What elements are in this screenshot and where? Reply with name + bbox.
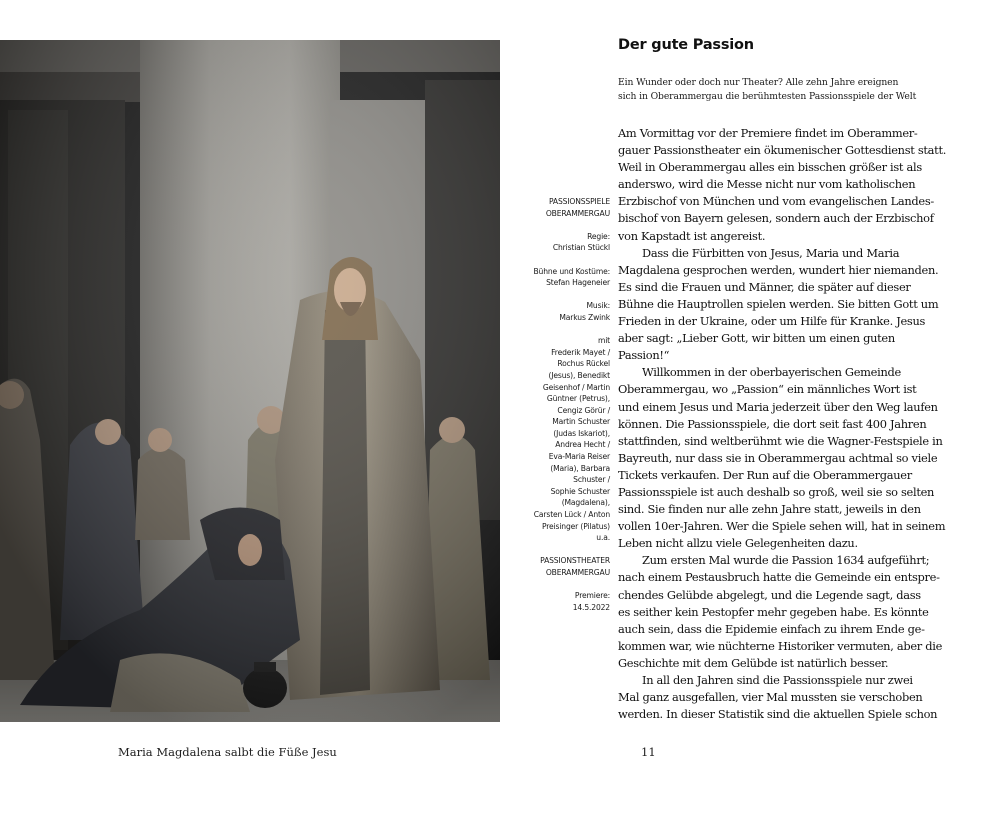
body-line: Willkommen in der oberbayerischen Gemeinde [642,365,901,380]
credit-line: Carsten Lück / Anton [533,510,610,520]
lead-line: sich in Oberammergau die berühmtesten Passionsspiele der Welt [618,91,917,102]
credit-line: Preisinger (Pilatus) [541,521,610,531]
credit-line: Frederik Mayet / [551,347,610,357]
body-line: stattfinden, sind weltberühmt wie die Wagner-Festspiele in [618,433,943,448]
credit-line: Güntner (Petrus), [546,394,610,404]
credit-line: Stefan Hageneier [546,278,610,288]
body-line: Tickets verkaufen. Der Run auf die Oberammergauer [618,467,912,482]
credit-line: OBERAMMERGAU [545,208,610,218]
credit-line: PASSIONSTHEATER [540,556,610,566]
credit-line: u.a. [596,533,610,543]
body-line: Passionsspiele ist auch deshalb so groß, weil sie so selten [618,484,935,499]
body-line: Mal ganz ausgefallen, vier Mal mussten sie verschoben [618,690,923,705]
body-line: Erzbischof von München und vom evangelischen Landes- [618,194,934,209]
credit-line: 14.5.2022 [572,602,610,612]
body-line: von Kapstadt ist angereist. [618,228,766,243]
credit-block [505,555,610,578]
credit-line: mit [597,336,610,346]
stage-photo [0,40,500,722]
credit-line: OBERAMMERGAU [545,568,610,577]
body-line: kommen war, wie nüchterne Historiker vermuten, aber die [618,638,943,653]
credit-line: Musik: [586,301,610,311]
body-line: Zum ersten Mal wurde die Passion 1634 aufgeführt; [642,553,930,568]
body-line: anderswo, wird die Messe nicht nur vom katholischen [618,177,916,192]
credit-line: Premiere: [574,591,610,601]
body-line: gauer Passionstheater ein ökumenischer Gottesdienst statt. [618,143,947,158]
article-title: Der gute Passion [618,37,754,53]
photo-caption: Maria Magdalena salbt die Füße Jesu [118,745,337,759]
credit-line: Andrea Hecht / [555,440,610,450]
credit-block [505,231,610,254]
credit-line: Regie: [587,231,610,241]
credit-line: Bühne und Kostüme: [533,266,610,276]
article-lead [618,76,963,104]
body-line: Geschichte mit dem Gelübde ist natürlich besser. [618,655,889,670]
credit-line: PASSIONSSPIELE [548,197,610,206]
body-line: Am Vormittag vor der Premiere findet im Oberammer- [618,126,918,140]
credit-line: Martin Schuster [552,417,610,427]
credit-line: Schuster / [573,475,610,485]
body-line: Oberammergau, wo „Passion“ ein männliches Wort ist [618,382,917,397]
body-line: chendes Gelübde abgelegt, und die Legende sagt, dass [618,587,921,602]
lead-line: Ein Wunder oder doch nur Theater? Alle zehn Jahre ereignen [618,77,899,88]
credit-line: (Maria), Barbara [550,463,610,473]
body-line: Bühne die Hauptrollen spielen werden. Sie bitten Gott um [618,296,939,311]
page-number: 11 [641,745,656,759]
body-line: Weil in Oberammergau alles ein bisschen größer ist als [618,160,922,175]
body-line: Es sind die Frauen und Männer, die später auf dieser [618,279,911,294]
body-line: bischof von Bayern gelesen, sondern auch der Erzbischof [618,211,934,226]
credit-block [505,590,610,613]
body-line: Dass die Fürbitten von Jesus, Maria und Maria [642,245,900,260]
body-line: werden. In dieser Statistik sind die aktuellen Spiele schon [618,707,938,722]
credit-line: Markus Zwink [559,312,610,322]
credit-line: Christian Stückl [552,243,610,253]
credit-line: (Magdalena), [561,498,610,508]
credit-line: Geisenhof / Martin [542,382,610,392]
body-line: und einem Jesus und Maria jederzeit über den Weg laufen [618,399,938,414]
credit-block [505,300,610,323]
body-line: vollen 10er-Jahren. Wer die Spiele sehen will, hat in seinem [618,519,946,534]
body-line: aber sagt: „Lieber Gott, wir bitten um einen guten [618,331,895,346]
credit-block [505,196,610,219]
credit-block [505,335,610,544]
credits-sidebar [505,196,610,625]
body-line: Magdalena gesprochen werden, wundert hier niemanden. [618,262,939,277]
body-line: es seither kein Pestopfer mehr gegeben habe. Es könnte [618,604,929,619]
body-line: Passion!“ [618,348,670,363]
credit-line: (Judas Iskariot), [553,428,610,438]
credit-line: Rochus Rückel [557,359,610,369]
body-line: Frieden in der Ukraine, oder um Hilfe für Kranke. Jesus [618,314,926,329]
credit-line: Cengiz Görür / [557,405,610,415]
body-line: Leben nicht allzu viele Gelegenheiten dazu. [618,536,858,551]
body-line: nach einem Pestausbruch hatte die Gemeinde ein entspre- [618,570,940,585]
credit-block [505,266,610,289]
article-body [618,125,963,723]
body-line: In all den Jahren sind die Passionsspiele nur zwei [642,673,913,687]
body-line: auch sein, dass die Epidemie einfach zu ihrem Ende ge- [618,621,925,636]
credit-line: Eva-Maria Reiser [548,452,610,462]
credit-line: Sophie Schuster [550,486,610,496]
credit-line: (Jesus), Benedikt [548,370,610,380]
body-line: Bayreuth, nur dass sie in Oberammergau achtmal so viele [618,450,938,465]
body-line: sind. Sie finden nur alle zehn Jahre statt, jeweils in den [618,502,921,517]
body-line: können. Die Passionsspiele, die dort seit fast 400 Jahren [618,416,927,431]
